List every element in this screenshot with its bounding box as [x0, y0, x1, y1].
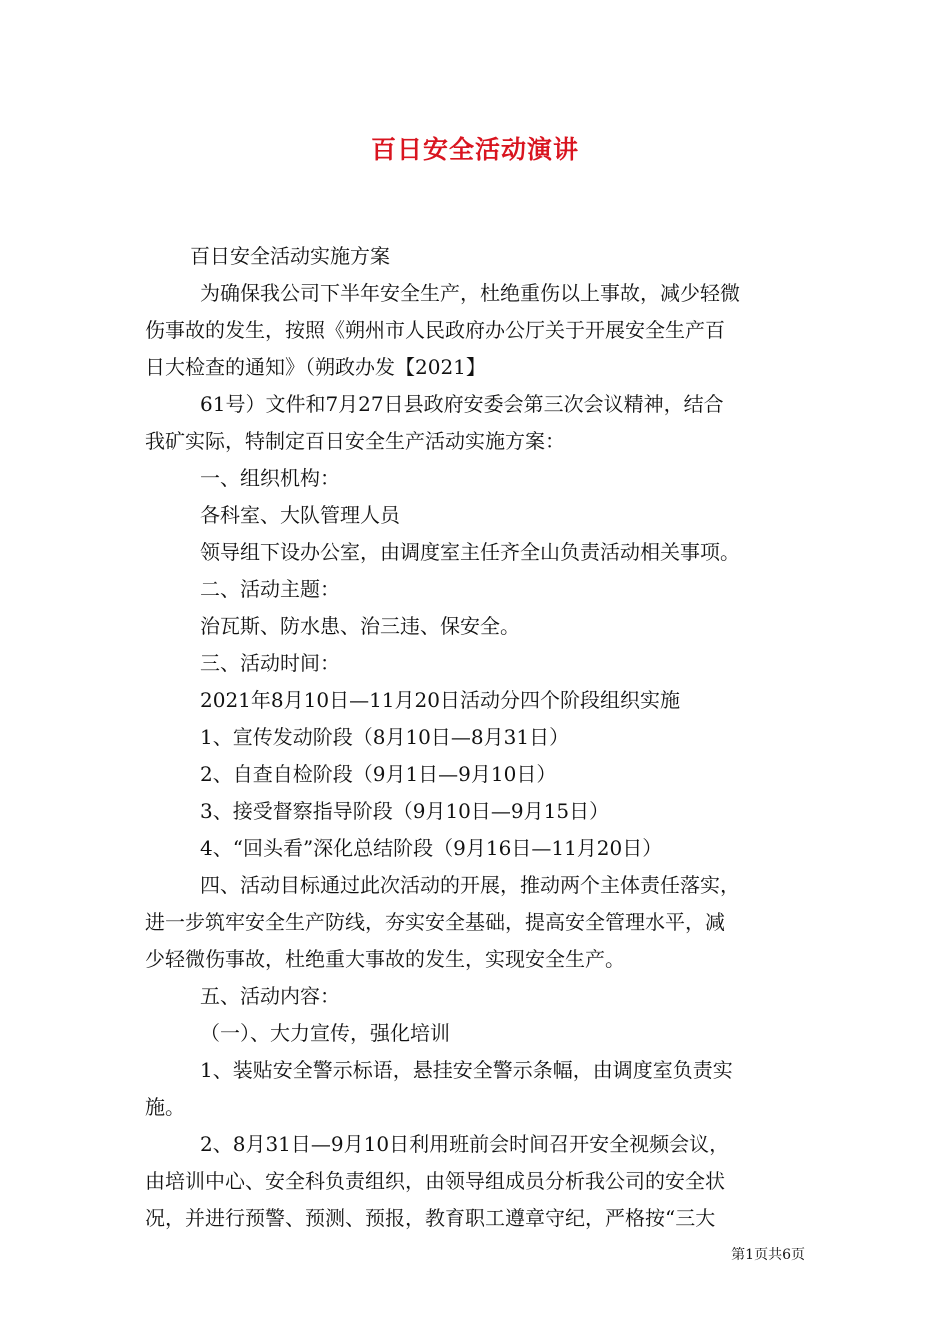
- text-line: 一、组织机构：: [200, 466, 340, 490]
- text-line: 3、接受督察指导阶段（9月10日—9月15日）: [200, 799, 610, 823]
- text-line: 2、自查自检阶段（9月1日—9月10日）: [200, 762, 557, 786]
- text-line: 由培训中心、安全科负责组织，由领导组成员分析我公司的安全状: [145, 1169, 725, 1193]
- text-line: 伤事故的发生，按照《朔州市人民政府办公厅关于开展安全生产百: [145, 318, 725, 342]
- text-line: 况，并进行预警、预测、预报，教育职工遵章守纪，严格按“三大: [145, 1206, 716, 1230]
- text-line: 五、活动内容：: [200, 984, 340, 1008]
- document-title: 百日安全活动演讲: [370, 135, 579, 164]
- text-line: 2、8月31日—9月10日利用班前会时间召开安全视频会议，: [200, 1132, 730, 1156]
- text-line: 日大检查的通知》（朔政办发【2021】: [145, 355, 486, 379]
- page-number: 第1页共6页: [731, 1247, 805, 1263]
- text-line: （一）、大力宣传，强化培训: [200, 1021, 450, 1045]
- text-line: 领导组下设办公室，由调度室主任齐全山负责活动相关事项。: [200, 540, 740, 564]
- text-line: 三、活动时间：: [200, 651, 340, 675]
- text-line: 百日安全活动实施方案: [190, 244, 390, 268]
- text-line: 1、装贴安全警示标语，悬挂安全警示条幅，由调度室负责实: [200, 1058, 733, 1082]
- text-line: 我矿实际，特制定百日安全生产活动实施方案：: [145, 429, 565, 453]
- text-line: 少轻微伤事故，杜绝重大事故的发生，实现安全生产。: [145, 947, 625, 971]
- text-line: 1、宣传发动阶段（8月10日—8月31日）: [200, 725, 570, 749]
- text-line: 4、“回头看”深化总结阶段（9月16日—11月20日）: [200, 836, 663, 860]
- text-line: 为确保我公司下半年安全生产，杜绝重伤以上事故，减少轻微: [200, 281, 740, 305]
- document-body: [0, 238, 950, 1237]
- text-line: 四、活动目标通过此次活动的开展，推动两个主体责任落实，: [200, 873, 740, 897]
- text-line: 治瓦斯、防水患、治三违、保安全。: [200, 614, 520, 638]
- text-line: 进一步筑牢安全生产防线，夯实安全基础，提高安全管理水平，减: [145, 910, 725, 934]
- text-line: 二、活动主题：: [200, 577, 340, 601]
- text-line: 2021年8月10日—11月20日活动分四个阶段组织实施: [200, 688, 680, 712]
- text-line: 61号）文件和7月27日县政府安委会第三次会议精神，结合: [200, 392, 724, 416]
- text-line: 施。: [145, 1095, 185, 1119]
- text-line: 各科室、大队管理人员: [200, 503, 400, 527]
